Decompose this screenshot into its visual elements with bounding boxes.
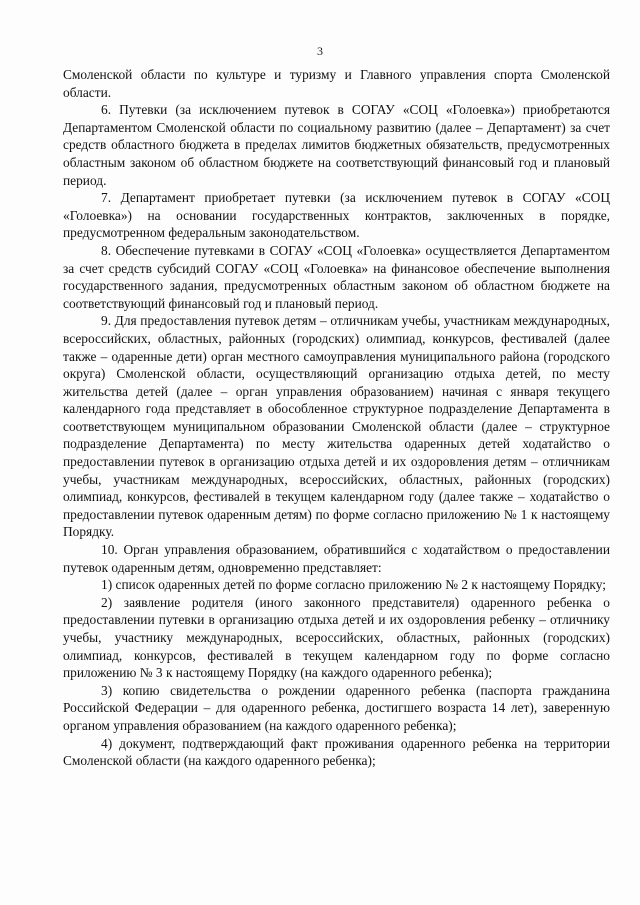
subitem-4: 4) документ, подтверждающий факт проживания одаренного ребенка на территории Смоленской области (на каждого одаренного ребенка); — [63, 735, 610, 769]
page-number: 3 — [317, 44, 323, 58]
subitem-2: 2) заявление родителя (иного законного представителя) одаренного ребенка о предоставлении путевки в организацию отдыха детей и их оздоровления ребенку – отличнику учебы, участнику международных, всероссийских, областных, районных (городских) олимпиад, конкурсов, фестивалей в текущем календарном году по форме согласно приложению № 3 к настоящему Порядку (на каждого одаренного ребенка); — [63, 594, 610, 681]
paragraph-item-7: 7. Департамент приобретает путевки (за исключением путевок в СОГАУ «СОЦ «Голоевка») на основании государственных контрактов, заключенных в порядке, предусмотренном федеральным законодательством. — [63, 190, 610, 241]
paragraph-item-8: 8. Обеспечение путевками в СОГАУ «СОЦ «Голоевка» осуществляется Департаментом за счет средств субсидий СОГАУ «СОЦ «Голоевка» на финансовое обеспечение выполнения государственного задания, предусмотренных областным законом об областном бюджете на соответствующий финансовый год и плановый период. — [63, 242, 610, 311]
subitem-1: 1) список одаренных детей по форме согласно приложению № 2 к настоящему Порядку; — [101, 577, 606, 593]
paragraph-item-6: 6. Путевки (за исключением путевок в СОГАУ «СОЦ «Голоевка») приобретаются Департаментом Смоленской области по социальному развитию (далее – Департамент) за счет средств областного бюджета в пределах лимитов бюджетных обязательств, предусмотренных областным законом об областном бюджете на соответствующий финансовый год и плановый период. — [63, 102, 610, 188]
document-body — [63, 66, 610, 770]
subitem-3: 3) копию свидетельства о рождении одаренного ребенка (паспорта гражданина Российской Федерации – для одаренного ребенка, достигшего возраста 14 лет), заверенную органом управления образованием (на каждого одаренного ребенка); — [63, 682, 610, 733]
paragraph-item-9: 9. Для предоставления путевок детям – отличникам учебы, участникам международных, всероссийских, областных, районных (городских) олимпиад, конкурсов, фестивалей (далее также – одаренные дети) орган местного самоуправления муниципального района (городского округа) Смоленской области, осуществляющий организацию отдыха детей, по месту жительства детей (далее – орган управления образованием) начиная с января текущего календарного года представляет в обособленное структурное подразделение Департамента в соответствующем муниципальном образовании Смоленской области (далее – структурное подразделение Департамента) по месту жительства одаренных детей ходатайство о предоставлении путевок в организацию отдыха детей и их оздоровления детям – отличникам учебы, участникам международных, всероссийских, областных, районных (городских) олимпиад, конкурсов, фестивалей в текущем календарном году (далее также – ходатайство о предоставлении путевок одаренным детям) по форме согласно приложению № 1 к настоящему Порядку. — [63, 313, 610, 540]
paragraph-continuation: Смоленской области по культуре и туризму и Главного управления спорта Смоленской области. — [63, 67, 610, 100]
paragraph-item-10: 10. Орган управления образованием, обратившийся с ходатайством о предоставлении путевок одаренным детям, одновременно представляет: — [63, 542, 610, 575]
